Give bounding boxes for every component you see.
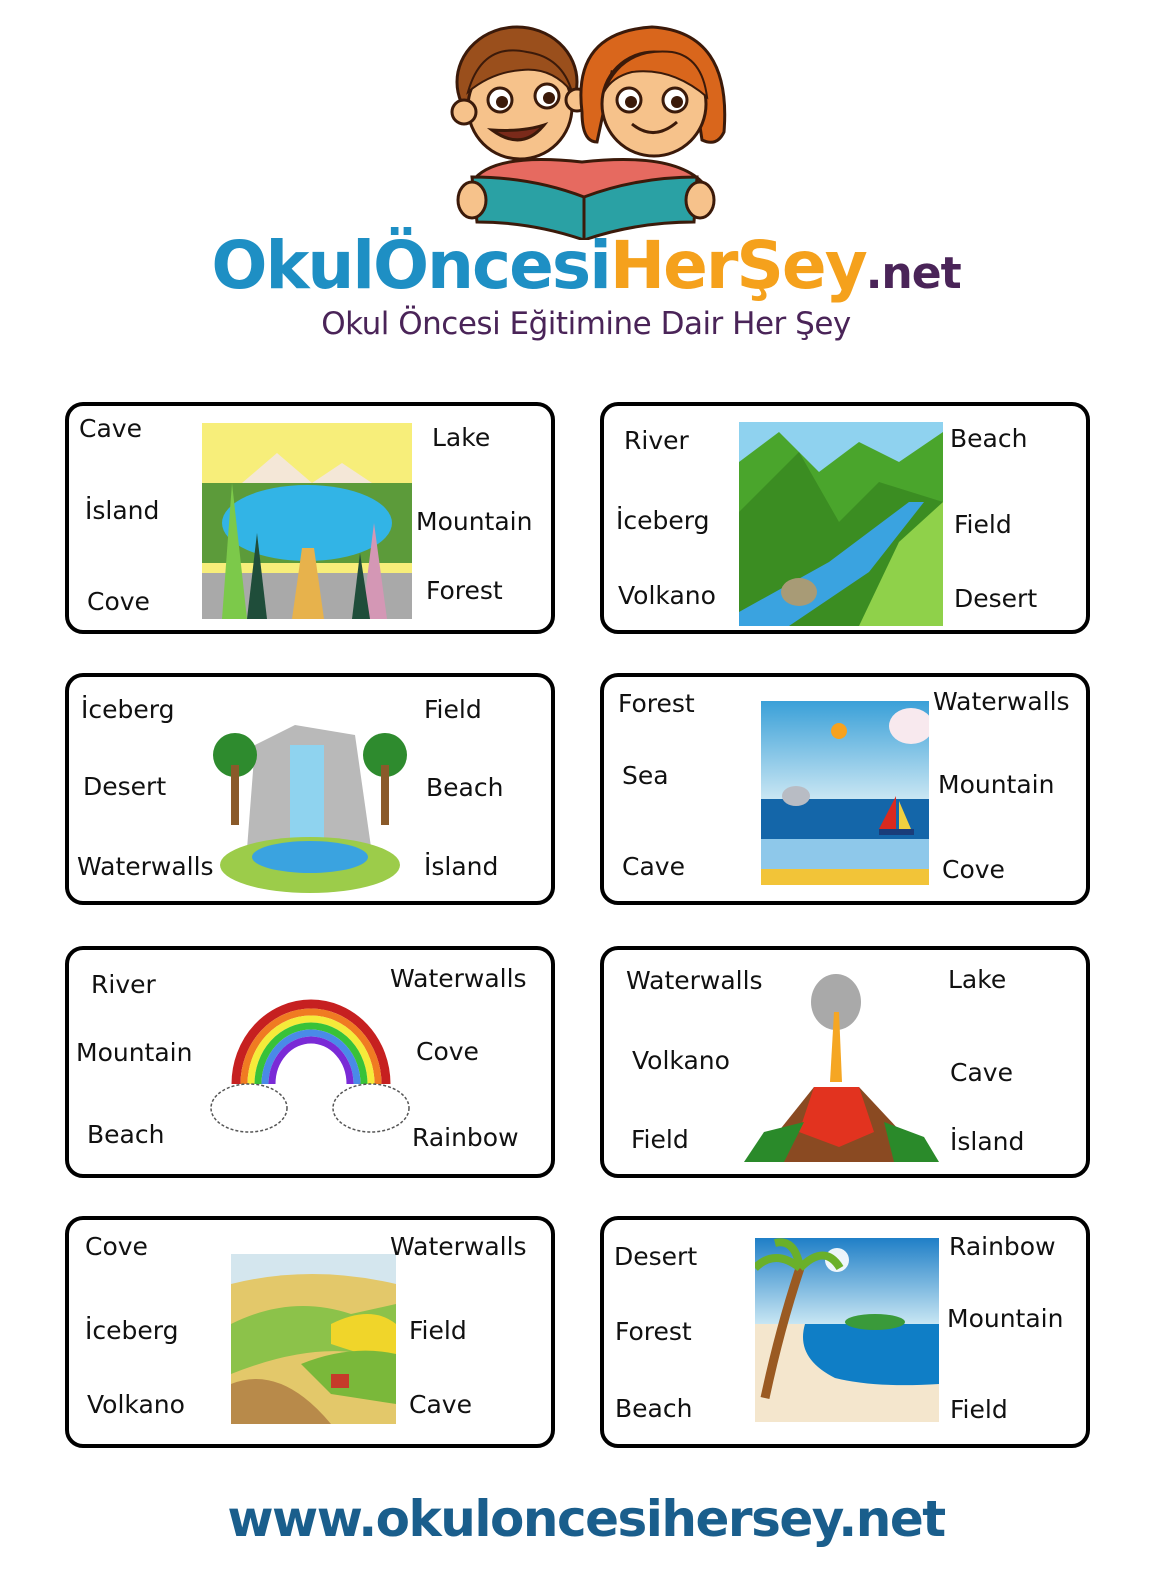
card-word: Volkano (618, 581, 716, 610)
card-word: İceberg (81, 695, 175, 724)
card-word: İceberg (85, 1316, 179, 1345)
card-word: Beach (615, 1394, 693, 1423)
volcano-picture (744, 972, 939, 1167)
card-word: Cove (416, 1037, 479, 1066)
card-word: Beach (87, 1120, 165, 1149)
word-card-waterfall (65, 673, 555, 905)
card-word: Waterwalls (390, 1232, 527, 1261)
card-word: Mountain (938, 770, 1055, 799)
card-word: İsland (85, 496, 160, 525)
sea-picture (761, 701, 929, 885)
card-word: Sea (622, 761, 669, 790)
card-word: River (91, 970, 156, 999)
word-card-beach (600, 1216, 1090, 1448)
card-word: Cave (622, 852, 685, 881)
card-word: Lake (432, 423, 491, 452)
card-word: İsland (424, 852, 499, 881)
card-word: Desert (954, 584, 1038, 613)
rainbow-picture (209, 996, 414, 1136)
beach-picture (755, 1238, 939, 1422)
card-word: Forest (615, 1317, 692, 1346)
card-word: Cave (950, 1058, 1013, 1087)
card-word: Beach (426, 773, 504, 802)
card-word: Field (954, 510, 1012, 539)
card-word: Field (631, 1125, 689, 1154)
card-word: Volkano (632, 1046, 730, 1075)
brand-part-blue: OkulÖncesi (211, 227, 610, 304)
card-word: Beach (950, 424, 1028, 453)
card-word: Cove (87, 587, 150, 616)
card-word: Desert (83, 772, 167, 801)
card-word: Mountain (416, 507, 533, 536)
website-url-link[interactable]: www.okuloncesihersey.net (227, 1490, 945, 1548)
card-word: Field (424, 695, 482, 724)
brand-part-orange: HerŞey (609, 227, 866, 304)
card-word: Rainbow (949, 1232, 1056, 1261)
card-word: Cave (79, 414, 142, 443)
card-word: Volkano (87, 1390, 185, 1419)
card-word: Mountain (947, 1304, 1064, 1333)
brand-part-purple: .net (865, 248, 961, 299)
card-word: Waterwalls (77, 852, 214, 881)
card-word: Lake (948, 965, 1007, 994)
word-card-lake (65, 402, 555, 634)
card-word: Cove (85, 1232, 148, 1261)
tagline: Okul Öncesi Eğitimine Dair Her Şey (321, 306, 851, 342)
card-word: Waterwalls (390, 964, 527, 993)
lake-picture (202, 423, 412, 619)
word-card-rainbow (65, 946, 555, 1178)
card-word: Rainbow (412, 1123, 519, 1152)
waterfall-picture (205, 705, 415, 895)
kids-reading-logo (432, 12, 742, 240)
card-word: Forest (426, 576, 503, 605)
card-word: Mountain (76, 1038, 193, 1067)
word-card-river (600, 402, 1090, 634)
card-word: River (624, 426, 689, 455)
card-word: Field (409, 1316, 467, 1345)
card-word: Waterwalls (933, 687, 1070, 716)
word-card-sea (600, 673, 1090, 905)
card-word: Desert (614, 1242, 698, 1271)
word-card-field (65, 1216, 555, 1448)
card-word: Cove (942, 855, 1005, 884)
river-picture (739, 422, 943, 626)
card-word: Forest (618, 689, 695, 718)
card-word: İceberg (616, 506, 710, 535)
card-word: Waterwalls (626, 966, 763, 995)
word-card-volcano (600, 946, 1090, 1178)
field-picture (231, 1254, 396, 1424)
card-word: Field (950, 1395, 1008, 1424)
brand-logo-text (0, 226, 1172, 314)
card-word: Cave (409, 1390, 472, 1419)
card-word: İsland (950, 1127, 1025, 1156)
